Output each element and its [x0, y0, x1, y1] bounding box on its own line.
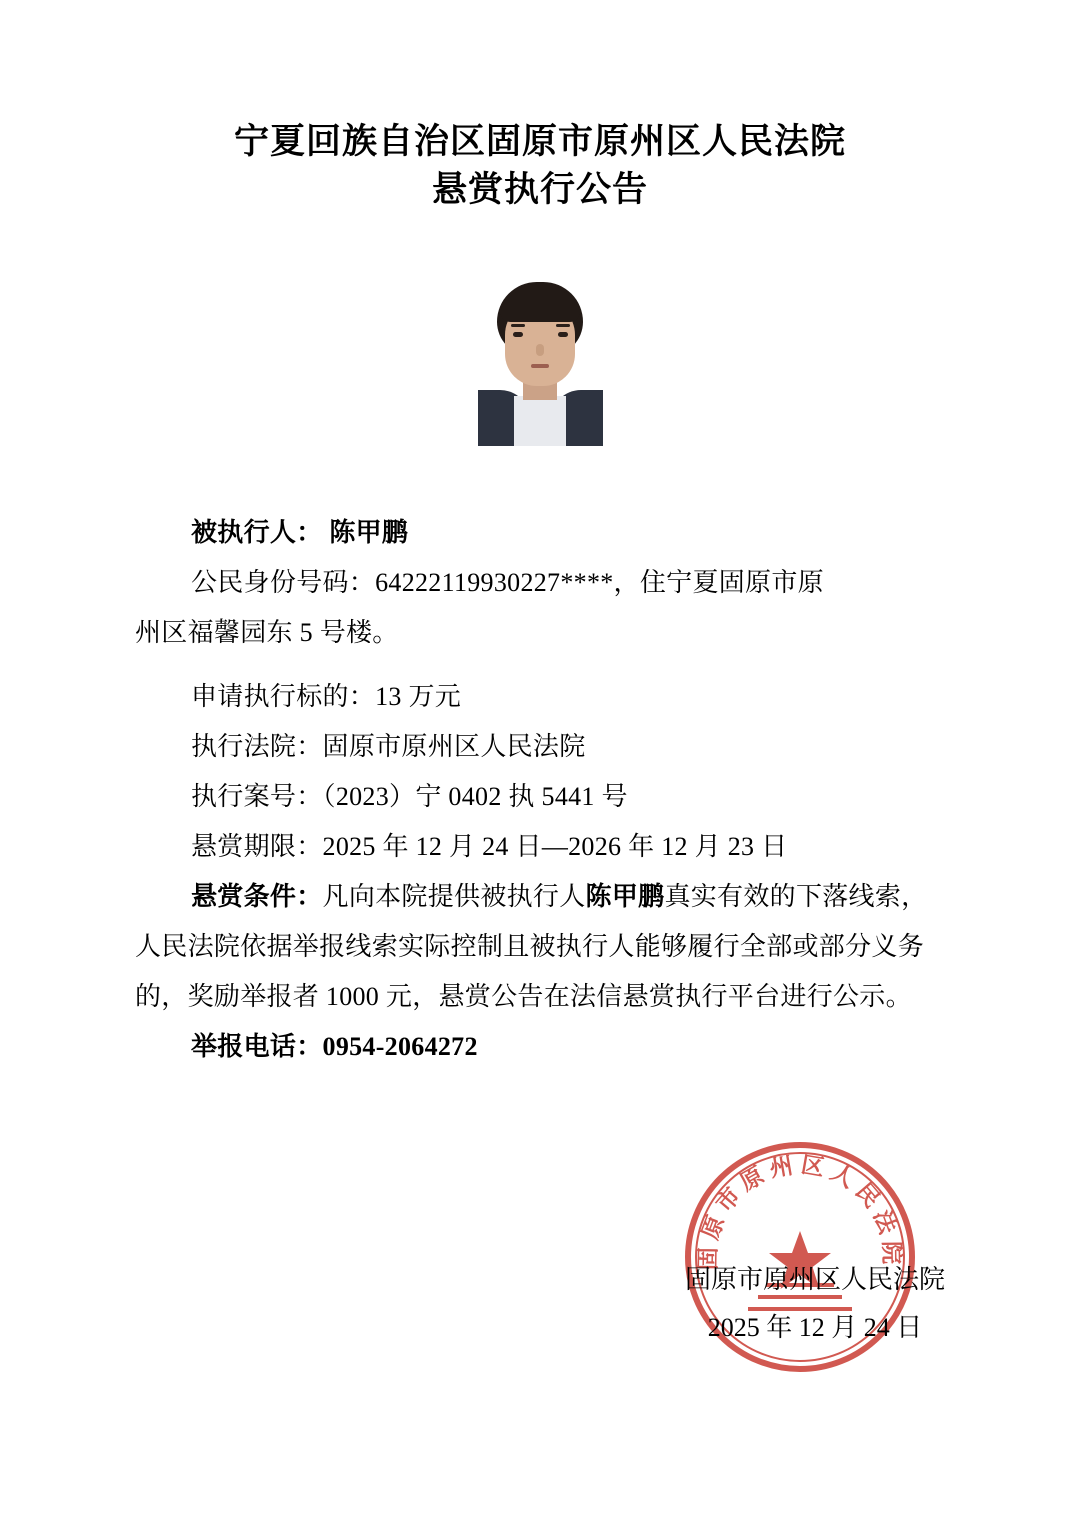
- photo-eye-left: [513, 332, 523, 337]
- photo-nose: [536, 344, 544, 356]
- amount-line: [135, 672, 945, 722]
- id-line: [135, 558, 945, 608]
- subject-label: 被执行人：: [191, 518, 323, 547]
- title-line-2: 悬赏执行公告: [431, 170, 648, 210]
- id-line-cont: [135, 608, 945, 658]
- photo-eyebrow-right: [556, 324, 570, 327]
- amount-value: 13 万元: [375, 682, 462, 711]
- document-body: [135, 508, 945, 1072]
- hotline-label: 举报电话：: [191, 1032, 323, 1061]
- condition-label: 悬赏条件：: [191, 882, 323, 911]
- id-value: 64222119930227****，住宁夏固原市原: [375, 568, 824, 597]
- case-line: [135, 772, 945, 822]
- case-value: （2023）宁 0402 执 5441 号: [322, 782, 628, 811]
- photo-shirt: [514, 396, 566, 446]
- subject-photo: [478, 274, 603, 446]
- condition-text-1: 凡向本院提供被执行人: [322, 882, 586, 911]
- condition-subject-name: 陈甲鹏: [585, 882, 665, 911]
- id-value-cont: 州区福馨园东 5 号楼。: [135, 618, 399, 647]
- photo-eye-right: [558, 332, 568, 337]
- subject-photo-container: [135, 274, 945, 446]
- period-value: 2025 年 12 月 24 日—2026 年 12 月 23 日: [322, 832, 788, 861]
- hotline-line: [135, 1022, 945, 1072]
- title-line-1: 宁夏回族自治区固原市原州区人民法院: [233, 122, 846, 162]
- document-title: [135, 0, 945, 214]
- condition-text-2: 真实有效的下落线索，人民法院依据举报线索实际控制且被执行人能够履行全部或部分义务的，奖励举报者 1000 元，悬赏公告在法信悬赏执行平台进行公示。: [135, 882, 928, 1011]
- court-label: 执行法院：: [191, 732, 323, 761]
- court-line: [135, 722, 945, 772]
- subject-line: [135, 508, 945, 558]
- subject-name: 陈甲鹏: [329, 518, 409, 547]
- court-value: 固原市原州区人民法院: [322, 732, 586, 761]
- signature-block: [685, 1256, 945, 1352]
- period-line: [135, 822, 945, 872]
- photo-mouth: [531, 364, 549, 368]
- hotline-value: 0954-2064272: [322, 1032, 478, 1061]
- case-label: 执行案号：: [191, 782, 323, 811]
- signature-court: 固原市原州区人民法院: [684, 1265, 945, 1294]
- signature-date: 2025 年 12 月 24 日: [707, 1313, 923, 1342]
- period-label: 悬赏期限：: [191, 832, 323, 861]
- photo-fringe: [500, 292, 580, 322]
- id-label: 公民身份号码：: [191, 568, 376, 597]
- svg-text:固原市原州区人民法院: 固原市原州区人民法院: [695, 1152, 905, 1271]
- photo-eyebrow-left: [511, 324, 525, 327]
- condition-paragraph: [135, 872, 945, 1022]
- amount-label: 申请执行标的：: [191, 682, 376, 711]
